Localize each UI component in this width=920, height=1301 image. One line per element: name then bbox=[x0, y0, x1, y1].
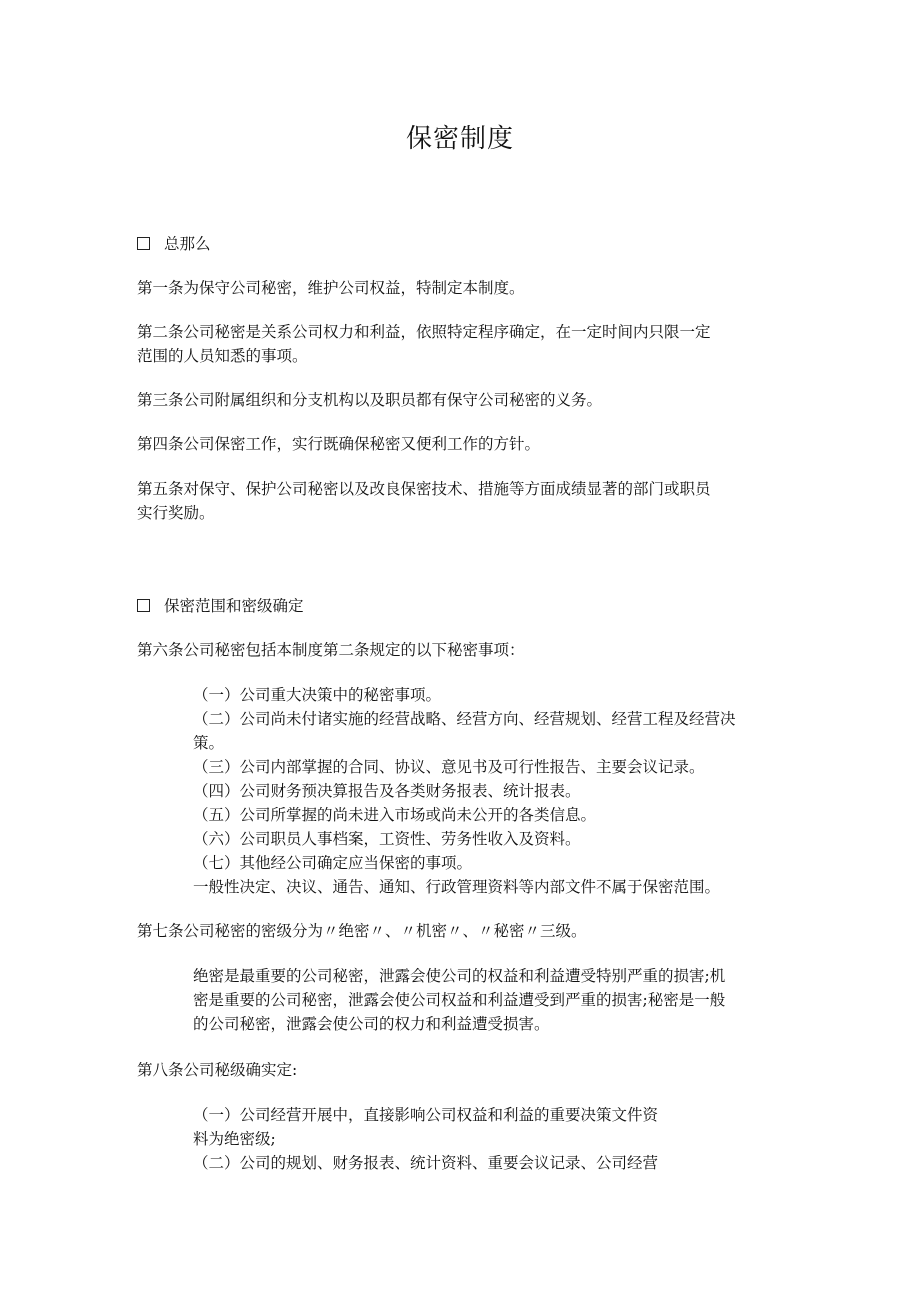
article-6-item-5: （五）公司所掌握的尚未进入市场或尚未公开的各类信息。 bbox=[193, 806, 597, 824]
article-6: 第六条公司秘密包括本制度第二条规定的以下秘密事项： bbox=[137, 641, 525, 659]
article-6-item-2-cont: 策。 bbox=[193, 734, 225, 752]
document-title: 保密制度 bbox=[405, 124, 514, 154]
article-4: 第四条公司保密工作，实行既确保秘密又便利工作的方针。 bbox=[137, 435, 541, 453]
article-7: 第七条公司秘密的密级分为〃绝密〃、〃机密〃、〃秘密〃三级。 bbox=[137, 922, 587, 940]
section-heading-scope bbox=[137, 594, 304, 618]
article-7-detail-line-1: 绝密是最重要的公司秘密，泄露会使公司的权益和利益遭受特别严重的损害;机 bbox=[193, 967, 726, 985]
checkbox-icon bbox=[137, 237, 150, 250]
article-8: 第八条公司秘级确实定: bbox=[137, 1061, 298, 1079]
article-5-line-1: 第五条对保守、保护公司秘密以及改良保密技术、措施等方面成绩显著的部门或职员 bbox=[137, 480, 711, 498]
article-6-item-7: （七）其他经公司确定应当保密的事项。 bbox=[193, 854, 473, 872]
article-6-item-3: （三）公司内部掌握的合同、协议、意见书及可行性报告、主要会议记录。 bbox=[193, 758, 705, 776]
article-3: 第三条公司附属组织和分支机构以及职员都有保守公司秘密的义务。 bbox=[137, 391, 603, 409]
article-8-item-1-cont: 料为绝密级; bbox=[193, 1130, 276, 1148]
section-heading-text: 保密范围和密级确定 bbox=[164, 597, 304, 615]
article-6-item-4: （四）公司财务预决算报告及各类财务报表、统计报表。 bbox=[193, 782, 581, 800]
article-7-detail-line-2: 密是重要的公司秘密，泄露会使公司权益和利益遭受到严重的损害;秘密是一般 bbox=[193, 991, 726, 1009]
article-1: 第一条为保守公司秘密，维护公司权益，特制定本制度。 bbox=[137, 279, 525, 297]
article-8-item-1: （一）公司经营开展中，直接影响公司权益和利益的重要决策文件资 bbox=[193, 1106, 659, 1124]
article-5-line-2: 实行奖励。 bbox=[137, 504, 215, 522]
article-8-item-2: （二）公司的规划、财务报表、统计资料、重要会议记录、公司经营 bbox=[193, 1154, 659, 1172]
section-heading-text: 总那么 bbox=[164, 235, 211, 253]
article-6-note: 一般性决定、决议、通告、通知、行政管理资料等内部文件不属于保密范围。 bbox=[193, 878, 721, 896]
article-6-item-6: （六）公司职员人事档案，工资性、劳务性收入及资料。 bbox=[193, 830, 581, 848]
article-2-line-2: 范围的人员知悉的事项。 bbox=[137, 347, 308, 365]
checkbox-icon bbox=[137, 599, 150, 612]
article-6-item-1: （一）公司重大决策中的秘密事项。 bbox=[193, 686, 442, 704]
article-2-line-1: 第二条公司秘密是关系公司权力和利益，依照特定程序确定，在一定时间内只限一定 bbox=[137, 323, 711, 341]
article-7-detail-line-3: 的公司秘密，泄露会使公司的权力和利益遭受损害。 bbox=[193, 1015, 550, 1033]
section-heading-general bbox=[137, 232, 211, 256]
article-6-item-2: （二）公司尚未付诸实施的经营战略、经营方向、经营规划、经营工程及经营决 bbox=[193, 710, 736, 728]
